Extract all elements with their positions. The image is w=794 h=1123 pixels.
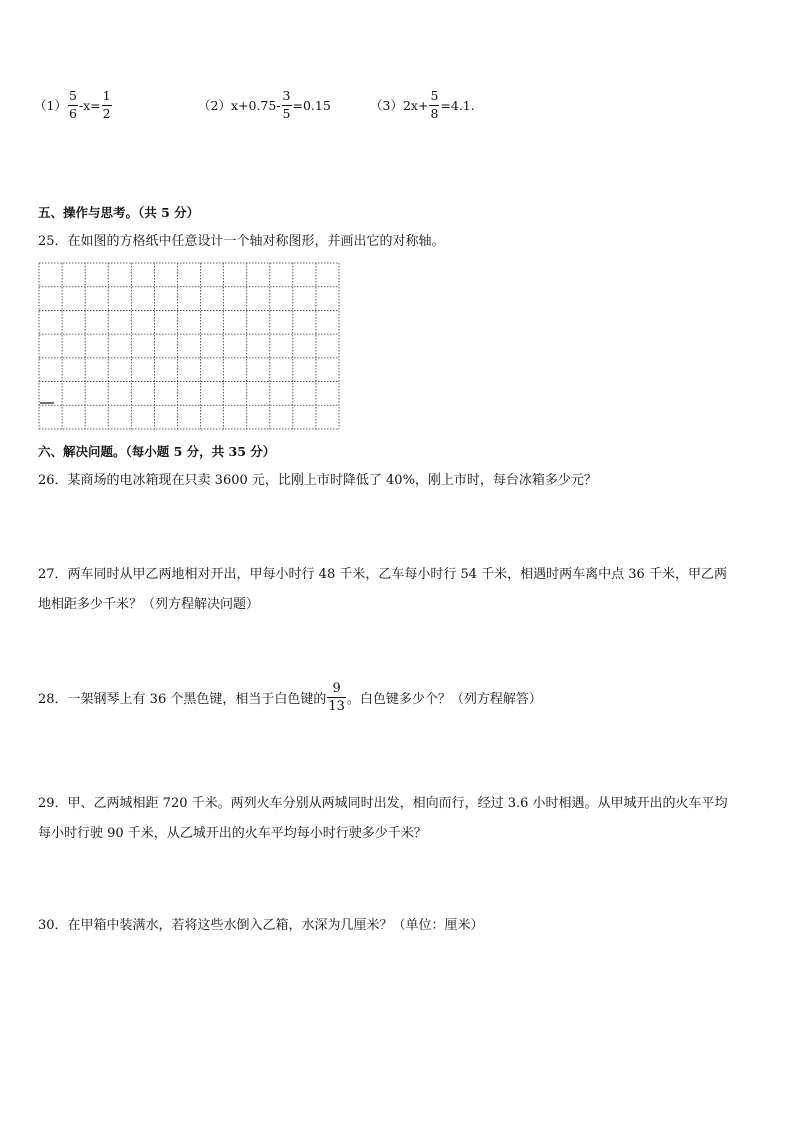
- question-27-line-1: 27．两车同时从甲乙两地相对开出，甲每小时行 48 千米，乙车每小时行 54 千米，相遇时两车离中点 36 千米，甲乙两: [38, 567, 727, 582]
- section-6-heading: 六、解决问题。（每小题 5 分，共 35 分）: [38, 444, 276, 459]
- equation-3-prefix: （3）2x+: [370, 98, 429, 113]
- question-27-line-2: 地相距多少千米？（列方程解决问题）: [38, 597, 260, 612]
- equation-1-prefix: （1）: [34, 98, 67, 113]
- equation-3-rest: =4.1.: [440, 97, 475, 113]
- fraction-denominator: 13: [328, 699, 345, 714]
- equation-2: [198, 90, 331, 120]
- question-29-line-2: 每小时行驶 90 千米，从乙城开出的火车平均每小时行驶多少千米？: [38, 826, 427, 841]
- question-26: 26．某商场的电冰箱现在只卖 3600 元，比刚上市时降低了 40%，刚上市时，每台冰箱多少元？: [38, 473, 597, 488]
- question-29-line-1: 29．甲、乙两城相距 720 千米。两列火车分别从两城同时出发，相向而行，经过 3.6 小时相遇。从甲城开出的火车平均: [38, 796, 728, 811]
- question-30: 30．在甲箱中装满水，若将这些水倒入乙箱，水深为几厘米？（单位：厘米）: [38, 918, 484, 933]
- equation-1: [34, 90, 113, 120]
- fraction-numerator: 9: [332, 681, 341, 696]
- equation-1-middle: -x=: [78, 97, 101, 113]
- equation-2-prefix: （2）x+0.75-: [198, 98, 281, 113]
- fraction-denominator: 2: [102, 105, 111, 121]
- equation-3-fraction: [429, 90, 439, 120]
- grid-paper[interactable]: [38, 262, 340, 430]
- equation-1-fraction-a: [68, 90, 78, 120]
- question-28-before: 28．一架钢琴上有 36 个黑色键，相当于白色键的: [38, 692, 327, 707]
- question-28-fraction: [327, 682, 346, 713]
- fraction-numerator: 1: [102, 88, 111, 103]
- question-28-after: 。白色键多少个？（列方程解答）: [346, 692, 542, 707]
- fraction-denominator: 8: [430, 105, 439, 121]
- question-28: [38, 682, 542, 713]
- question-25: 25．在如图的方格纸中任意设计一个轴对称图形，并画出它的对称轴。: [38, 234, 445, 249]
- fraction-numerator: 5: [68, 88, 77, 103]
- equation-2-fraction: [282, 90, 292, 120]
- fraction-denominator: 6: [68, 105, 77, 121]
- equation-3: [370, 90, 475, 120]
- fraction-denominator: 5: [282, 105, 291, 121]
- equation-1-fraction-b: [102, 90, 112, 120]
- fraction-numerator: 5: [430, 88, 439, 103]
- section-5-heading: 五、操作与思考。（共 5 分）: [38, 205, 200, 220]
- equation-2-rest: =0.15: [292, 97, 331, 113]
- fraction-numerator: 3: [282, 88, 291, 103]
